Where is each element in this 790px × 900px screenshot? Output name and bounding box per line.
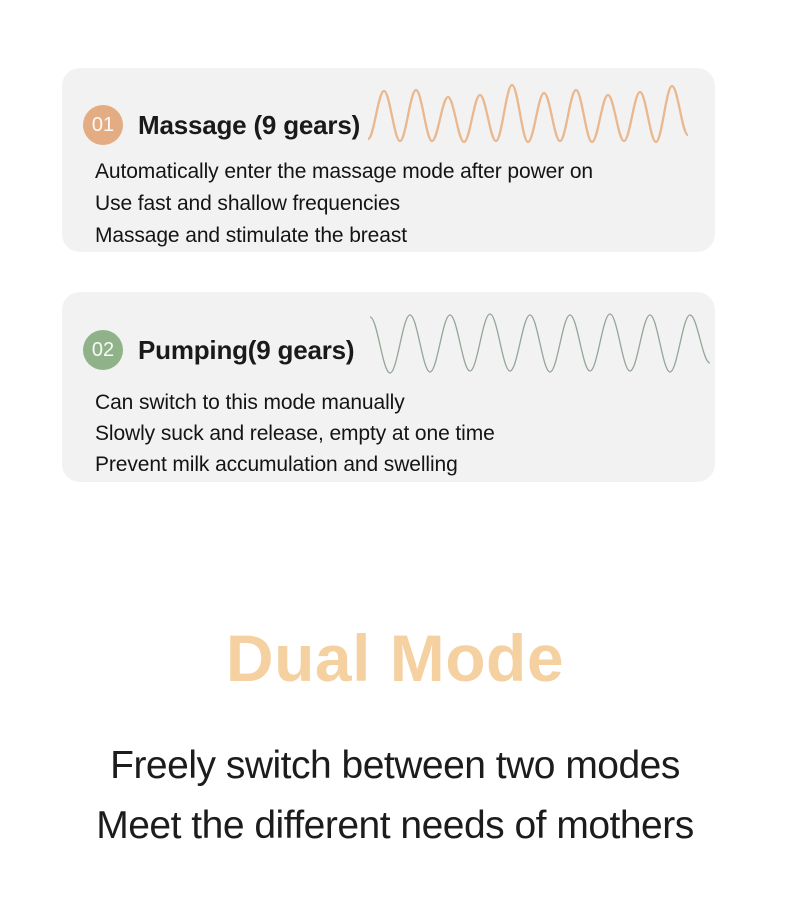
massage-mode-card <box>62 68 715 252</box>
dual-mode-subtext <box>0 736 790 856</box>
pumping-mode-description <box>95 387 495 480</box>
pumping-wave-icon <box>370 305 710 381</box>
description-line: Massage and stimulate the breast <box>95 224 407 247</box>
pumping-mode-title: Pumping(9 gears) <box>138 335 355 365</box>
description-line: Can switch to this mode manually <box>95 391 405 414</box>
dual-mode-heading: Dual Mode <box>225 621 565 695</box>
massage-mode-title: Massage (9 gears) <box>138 110 361 140</box>
mode-number-badge: 02 <box>83 330 123 370</box>
description-line: Automatically enter the massage mode after power on <box>95 160 593 183</box>
description-line: Slowly suck and release, empty at one time <box>95 422 495 445</box>
massage-mode-description <box>95 156 593 252</box>
description-line: Use fast and shallow frequencies <box>95 192 400 215</box>
subtext-line: Meet the different needs of mothers <box>96 804 694 847</box>
massage-wave-icon <box>368 83 688 151</box>
description-line: Prevent milk accumulation and swelling <box>95 453 458 476</box>
subtext-line: Freely switch between two modes <box>110 744 680 787</box>
mode-number-badge: 01 <box>83 105 123 145</box>
pumping-mode-card <box>62 292 715 482</box>
